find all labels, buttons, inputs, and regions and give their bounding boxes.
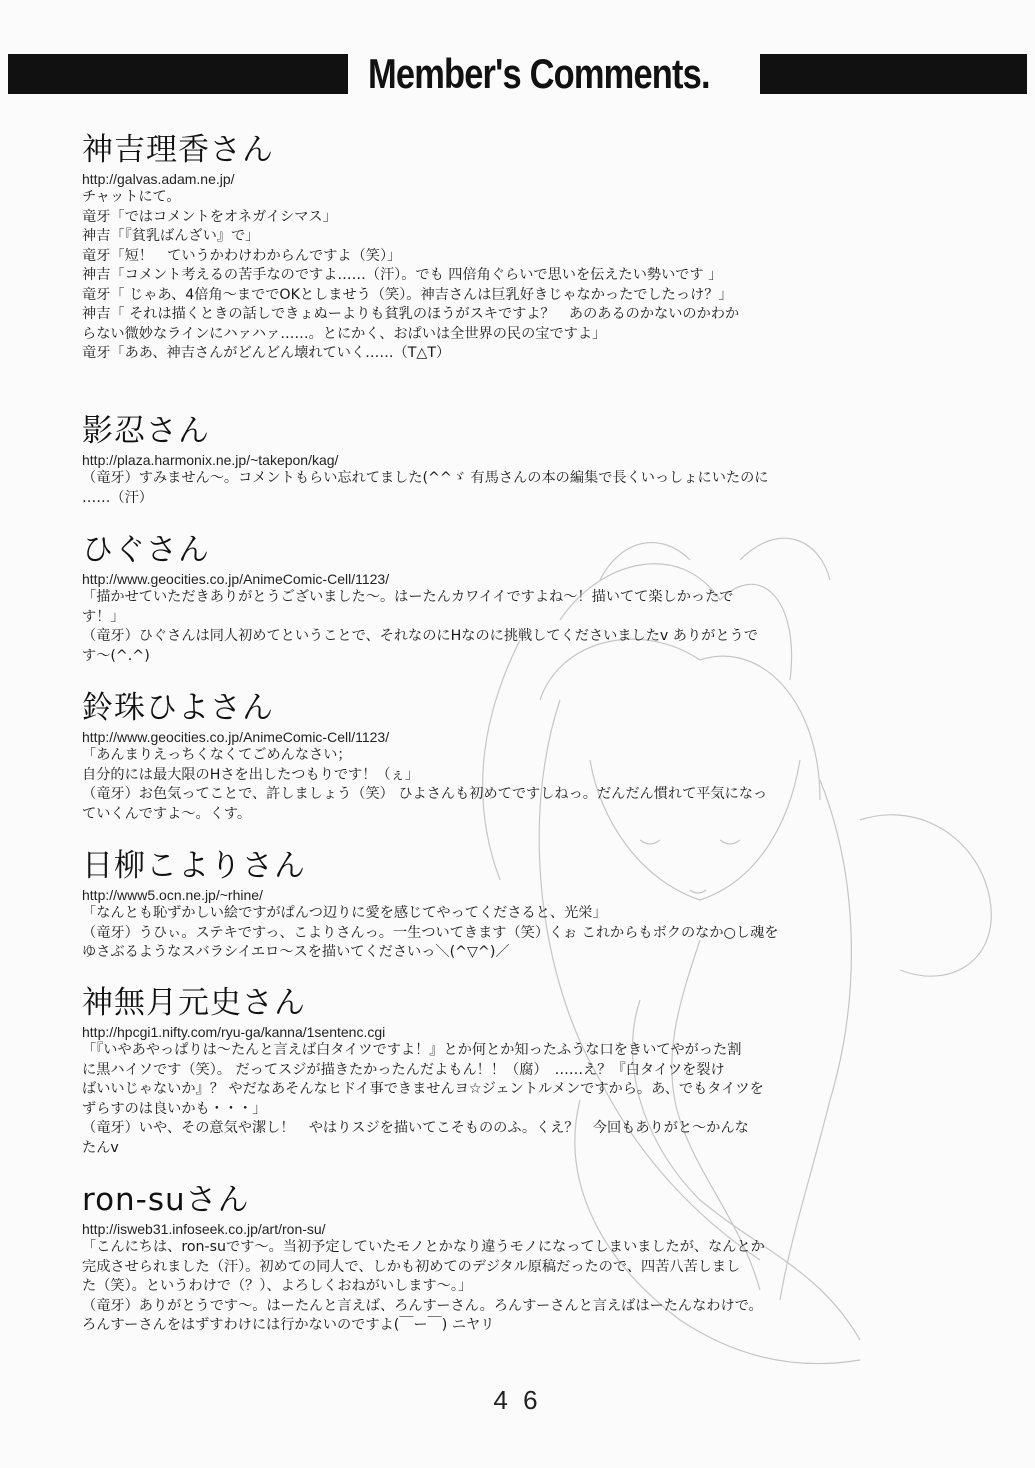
member-name: 影忍さん bbox=[82, 413, 210, 449]
member-section bbox=[82, 132, 882, 364]
header-bar-left bbox=[8, 54, 348, 94]
comment-line: ……（汗） bbox=[82, 489, 153, 506]
comment-line: 竜牙「ああ、神吉さんがどんどん壊れていく……（T△T） bbox=[82, 345, 451, 361]
comment-line: 神吉「 それは描くときの話しできょぬーよりも貧乳のほうがスキですよ？ あのあるのかないのかわか bbox=[82, 306, 740, 322]
member-section bbox=[82, 848, 882, 963]
member-name: 神吉理香さん bbox=[82, 132, 274, 168]
comment-line: 神吉「『貧乳ばんざい』で」 bbox=[82, 228, 260, 244]
member-name: 神無月元史さん bbox=[82, 985, 306, 1021]
member-name: 鈴珠ひよさん bbox=[82, 690, 274, 726]
comment-line: に黒ハイソです（笑）。 だってスジが描きたかったんだよもん！！（腐） ……え？『白タイツを裂け bbox=[82, 1061, 725, 1078]
comment-line: 「なんとも恥ずかしい絵ですがぱんつ辺りに愛を感じてやってくださると、光栄」 bbox=[82, 905, 607, 921]
comment-line: ばいいじゃないか』？ やだなあそんなヒドイ事できませんヨ☆ジェントルメンですから。あ、でもタイツを bbox=[82, 1081, 764, 1097]
comment-line: 「あんまりえっちくなくてごめんなさい； bbox=[82, 747, 352, 763]
comment-line: らない微妙なラインにハァハァ……。とにかく、おぱいは全世界の民の宝ですよ」 bbox=[82, 325, 607, 342]
member-url: http://hpcgi1.nifty.com/ryu-ga/kanna/1sentenc.cgi bbox=[82, 1024, 386, 1040]
comment-line: たんv bbox=[82, 1139, 119, 1156]
member-section bbox=[82, 1182, 882, 1336]
comment-line: 竜牙「短！ ていうかわけわからんですよ（笑）」 bbox=[82, 247, 402, 264]
member-url: http://www.geocities.co.jp/AnimeComic-Cell/1123/ bbox=[82, 571, 390, 587]
member-section bbox=[82, 532, 882, 666]
comment-line: す！」 bbox=[82, 608, 125, 625]
member-section bbox=[82, 690, 882, 824]
comment-line: 自分的には最大限のHさを出したつもりです！（ぇ」 bbox=[82, 766, 419, 783]
comment-line: 神吉「コメント考えるの苦手なのですよ……（汗）。でも 四倍角ぐらいで思いを伝えたい勢いです 」 bbox=[82, 267, 723, 283]
comment-line: 「描かせていただきありがとうございました～。はーたんカワイイですよね～！描いてて楽しかったで bbox=[82, 589, 734, 605]
comment-line: 竜牙「 じゃあ、4倍角～まででOKとしませう（笑）。神吉さんは巨乳好きじゃなかったでしたっけ？」 bbox=[82, 286, 733, 303]
comment-line: （竜牙）うひぃ。ステキですっ、こよりさんっ。一生ついてきます（笑）くぉ これからもボクのなか○し魂を bbox=[82, 924, 779, 941]
member-name: ひぐさん bbox=[82, 532, 210, 568]
member-section bbox=[82, 985, 882, 1158]
comment-line: 竜牙「ではコメントをオネガイシマス」 bbox=[82, 208, 337, 225]
page-number: 4 6 bbox=[493, 1385, 542, 1415]
comment-line: （竜牙）ひぐさんは同人初めてということで、それなのにHなのに挑戦してくださいましたv ありがとうで bbox=[82, 628, 758, 644]
comment-line: （竜牙）いや、その意気や潔し！ やはりスジを描いてこそもののふ。くえ？ 今回もありがと～かんな bbox=[82, 1120, 749, 1136]
member-url: http://galvas.adam.ne.jp/ bbox=[82, 171, 235, 187]
page-header bbox=[8, 52, 1029, 98]
comment-line: 「こんにちは、ron-suです～。当初予定していたモノとかなり違うモノになってしまいましたが、なんとか bbox=[82, 1239, 765, 1255]
member-url: http://www5.ocn.ne.jp/~rhine/ bbox=[82, 887, 263, 903]
member-url: http://isweb31.infoseek.co.jp/art/ron-su/ bbox=[82, 1221, 326, 1237]
member-url: http://www.geocities.co.jp/AnimeComic-Cell/1123/ bbox=[82, 729, 390, 745]
comment-line: ろんすーさんをはずすわけには行かないのですよ(￣ー￣) ニヤリ bbox=[82, 1317, 495, 1333]
comment-line: （竜牙）ありがとうです～。はーたんと言えば、ろんすーさん。ろんすーさんと言えばはーたんなわけで。 bbox=[82, 1297, 763, 1314]
comment-line: チャットにて。 bbox=[82, 189, 181, 205]
page-title: Member's Comments. bbox=[368, 50, 710, 97]
comment-line: 完成させられました（汗）。初めての同人で、しかも初めてのデジタル原稿だったので、四苦八苦しまし bbox=[82, 1258, 741, 1275]
member-section bbox=[82, 413, 882, 508]
member-name: ron-suさん bbox=[82, 1182, 250, 1218]
comment-line: す～(^.^) bbox=[82, 647, 150, 664]
member-name: 日柳こよりさん bbox=[82, 848, 306, 884]
comment-line: ていくんですよ～。くす。 bbox=[82, 805, 252, 822]
comment-line: 「『いやあやっぱりは～たんと言えば白タイツですよ！』とか何とか知ったふうな口をきいてやがった割 bbox=[82, 1042, 742, 1058]
header-bar-right bbox=[760, 54, 1027, 94]
comment-line: ゆさぶるようなスバラシイエロ～スを描いてくださいっ＼(^▽^)／ bbox=[82, 944, 510, 960]
comment-line: （竜牙）お色気ってことで、許しましょう（笑） ひよさんも初めてですしねっ。だんだん慣れて平気になっ bbox=[82, 786, 768, 802]
comment-line: ずらすのは良いかも・・・」 bbox=[82, 1100, 267, 1117]
comment-line: （竜牙）すみません～。コメントもらい忘れてました(^^ゞ 有馬さんの本の編集で長くいっしょにいたのに bbox=[82, 470, 769, 486]
member-url: http://plaza.harmonix.ne.jp/~takepon/kag/ bbox=[82, 452, 339, 468]
comment-line: た（笑）。というわけで（？）、よろしくおねがいします～。」 bbox=[82, 1278, 473, 1294]
